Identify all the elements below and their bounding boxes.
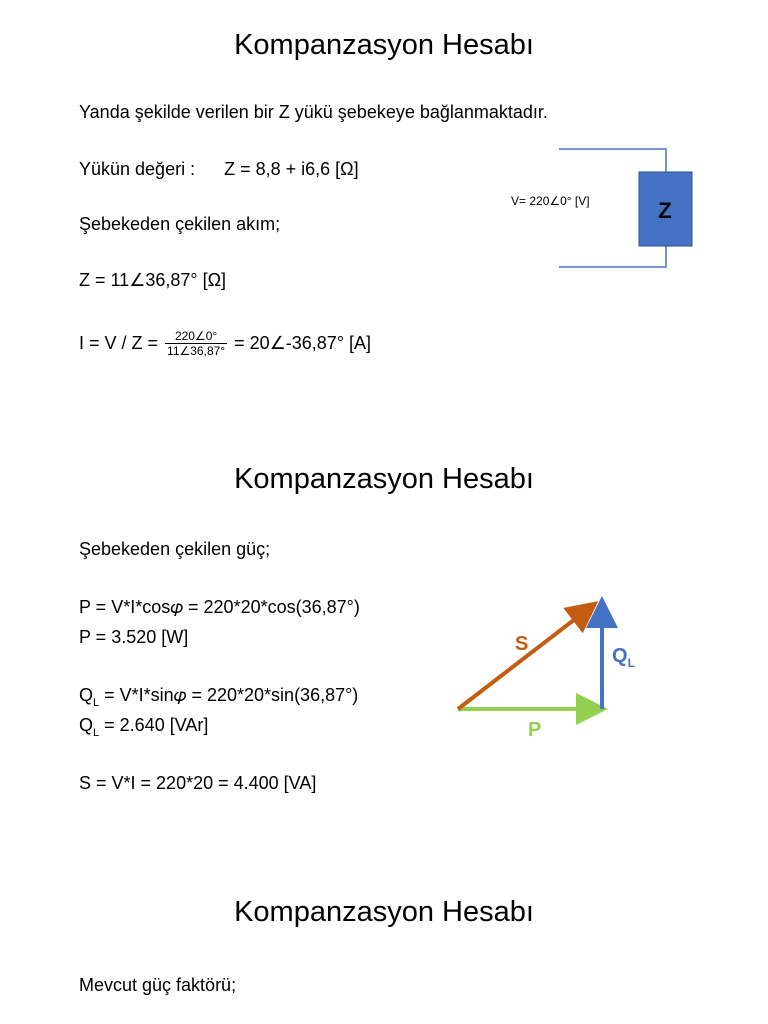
slide-title: Kompanzasyon Hesabı xyxy=(234,29,534,61)
q-symbol: Q xyxy=(79,715,94,735)
voltage-label: V= 220∠0° [V] xyxy=(511,194,590,208)
intro-text: Yanda şekilde verilen bir Z yükü şebekeye bağlanmaktadır. xyxy=(79,102,548,122)
q-subscript: L xyxy=(93,727,100,739)
q-label: $Q_L$ xyxy=(612,645,635,670)
s-vector xyxy=(458,606,592,709)
slide-1 xyxy=(0,0,768,400)
q-equation-text: = V*I*sin𝜑 = 220*20*sin(36,87°) xyxy=(99,685,359,705)
current-equation xyxy=(79,329,371,358)
current-lhs: I = V / Z = xyxy=(79,333,159,353)
slide-title: Kompanzasyon Hesabı xyxy=(234,463,534,495)
fraction-denominator: 11∠36,87° xyxy=(167,344,226,358)
load-label: Z xyxy=(658,198,672,223)
circuit-diagram xyxy=(500,140,710,280)
p-label: P xyxy=(528,719,542,741)
load-value-label: Yükün değeri : xyxy=(79,159,196,179)
reactive-power-equation xyxy=(79,685,359,709)
q-symbol: Q xyxy=(79,685,94,705)
fraction-numerator: 220∠0° xyxy=(165,329,227,344)
bottom-wire xyxy=(559,246,666,267)
load-value-line xyxy=(79,159,359,180)
current-fraction xyxy=(165,329,227,358)
top-wire xyxy=(559,149,666,172)
slide-3 xyxy=(0,864,768,1024)
current-heading: Şebekeden çekilen akım; xyxy=(79,214,281,234)
q-value-text: = 2.640 [VAr] xyxy=(99,715,209,735)
active-power-equation: P = V*I*cos𝜑 = 220*20*cos(36,87°) xyxy=(79,597,360,617)
slide-2 xyxy=(0,430,768,830)
power-factor-heading: Mevcut güç faktörü; xyxy=(79,975,237,995)
power-triangle xyxy=(440,580,660,750)
current-result: = 20∠-36,87° [A] xyxy=(234,333,372,353)
q-subscript: L xyxy=(93,697,100,709)
load-value: Z = 8,8 + i6,6 [Ω] xyxy=(224,159,359,179)
impedance-polar: Z = 11∠36,87° [Ω] xyxy=(79,270,227,290)
reactive-power-value xyxy=(79,715,209,739)
s-label: S xyxy=(515,633,529,655)
active-power-value: P = 3.520 [W] xyxy=(79,627,189,647)
apparent-power-equation: S = V*I = 220*20 = 4.400 [VA] xyxy=(79,773,317,793)
power-heading: Şebekeden çekilen güç; xyxy=(79,539,271,559)
slide-title: Kompanzasyon Hesabı xyxy=(234,896,534,928)
